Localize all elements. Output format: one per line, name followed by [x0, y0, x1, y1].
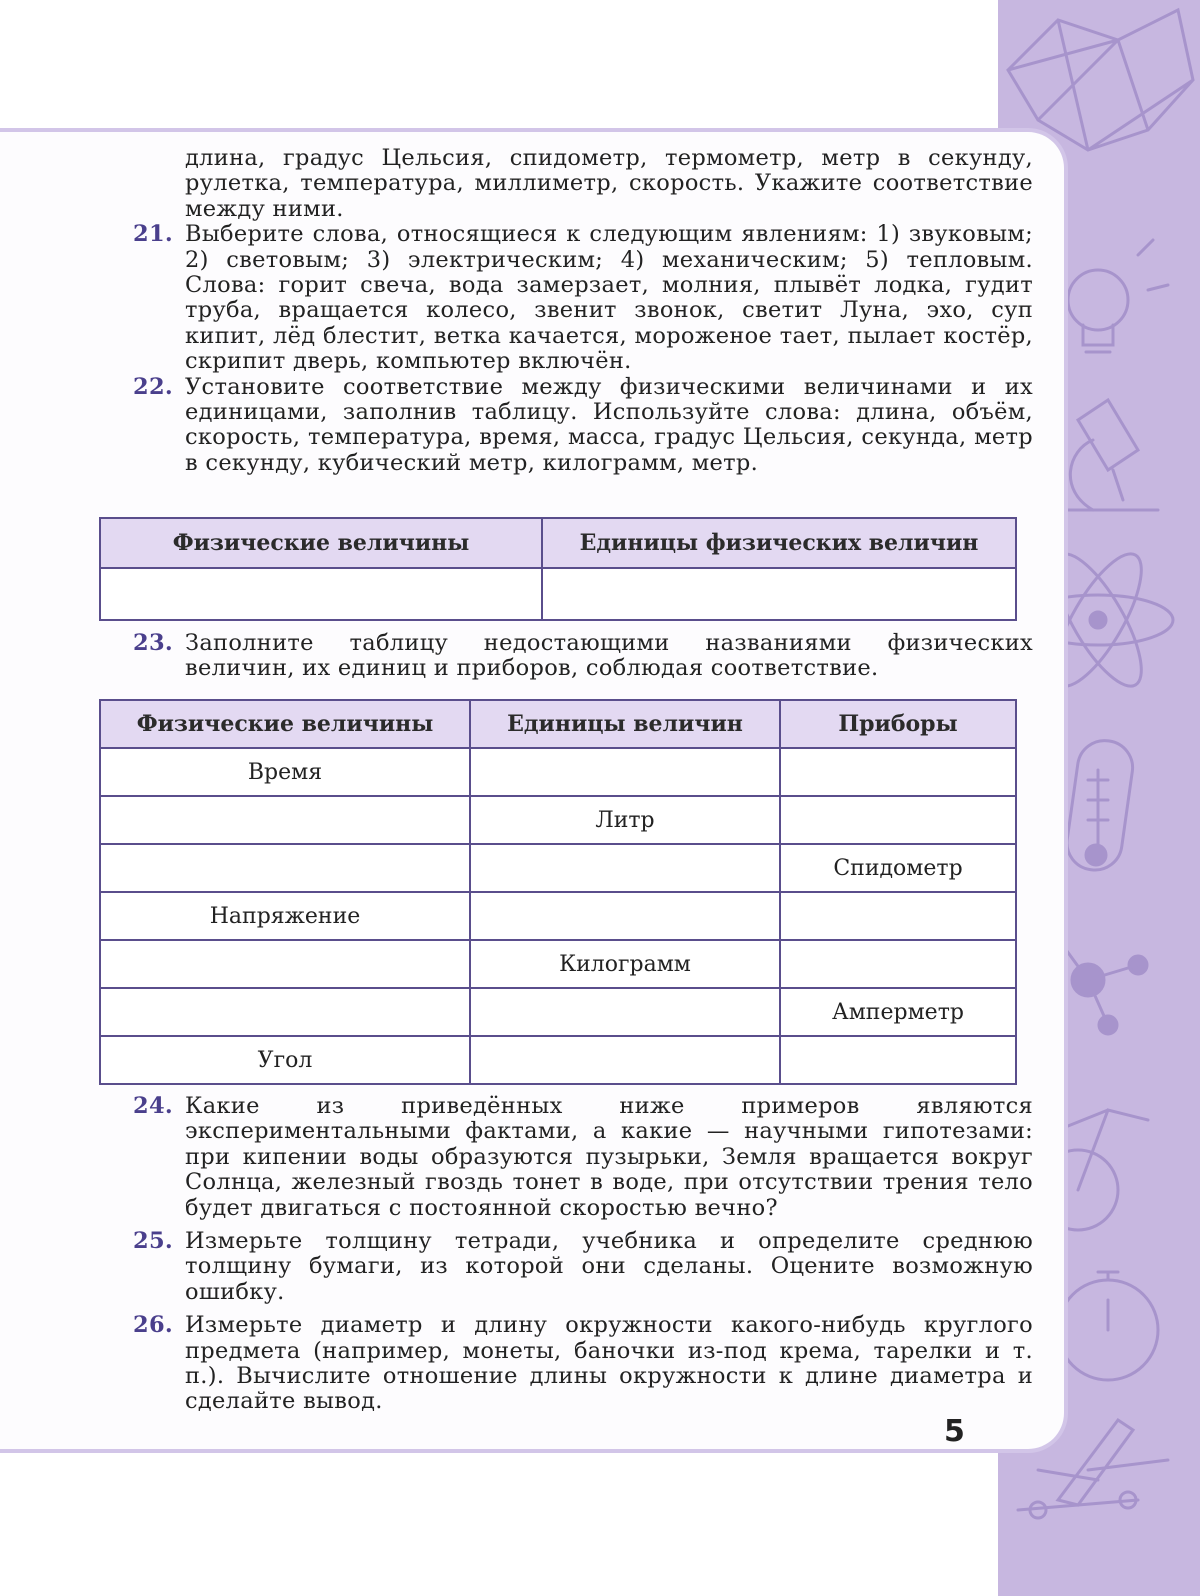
task-text: Установите соответствие между физическими величинами и их единицами, заполнив таблицу. Используйте слова: длина, объём, скорость, температура, время, масса, градус Цельсия, секунда, метр в секунду, кубический метр, килограмм, метр.	[185, 373, 1033, 476]
stopwatch-icon	[1058, 1272, 1158, 1380]
table-cell[interactable]	[100, 844, 470, 892]
task-number: 23.	[133, 630, 174, 656]
table-row	[100, 1036, 1016, 1084]
thermometer-icon	[1064, 737, 1137, 873]
microscope-icon	[1068, 400, 1158, 510]
table-cell[interactable]	[780, 796, 1016, 844]
table-row	[100, 796, 1016, 844]
table-cell[interactable]	[100, 940, 470, 988]
page-number: 5	[944, 1414, 965, 1449]
table-cell[interactable]	[470, 748, 780, 796]
table-cell[interactable]	[100, 568, 542, 620]
table-cell[interactable]	[780, 892, 1016, 940]
table-header: Единицы величин	[470, 700, 780, 748]
task-number: 26.	[133, 1312, 174, 1339]
table-header: Приборы	[780, 700, 1016, 748]
table-cell[interactable]	[542, 568, 1016, 620]
task-text: Заполните таблицу недостающими названиями физических величин, их единиц и приборов, соблюдая соответствие.	[185, 630, 1033, 682]
table-header: Физические величины	[100, 518, 542, 568]
table-cell[interactable]: Угол	[100, 1036, 470, 1084]
table-cell[interactable]	[470, 892, 780, 940]
table-cell[interactable]: Килограмм	[470, 940, 780, 988]
intro-paragraph: длина, градус Цельсия, спидометр, термометр, метр в секунду, рулетка, температура, миллиметр, скорость. Укажите соответствие между ними.	[185, 145, 1033, 222]
task-number: 22.	[133, 373, 174, 400]
table-row	[100, 940, 1016, 988]
table-cell[interactable]: Спидометр	[780, 844, 1016, 892]
table-row	[100, 988, 1016, 1036]
table-cell[interactable]	[470, 844, 780, 892]
table-header: Физические величины	[100, 700, 470, 748]
table-cell[interactable]: Напряжение	[100, 892, 470, 940]
table-row	[100, 748, 1016, 796]
quantities-table	[99, 699, 1017, 1085]
task-25	[133, 1229, 1033, 1305]
task-text: Выберите слова, относящиеся к следующим явлениям: 1) звуковым; 2) световым; 3) электрическим; 4) механическим; 5) тепловым. Слова: горит свеча, вода замерзает, молния, плывёт лодка, гудит труба, вращается колесо, звенит звонок, светит Луна, эхо, суп кипит, лёд блестит, ветка качается, мороженое тает, пылает костёр, скрипит дверь, компьютер включён.	[185, 221, 1033, 375]
table-cell[interactable]	[100, 796, 470, 844]
table-cell[interactable]	[780, 940, 1016, 988]
task-text: Измерьте толщину тетради, учебника и определите среднюю толщину бумаги, из которой они сделаны. Оцените возможную ошибку.	[185, 1228, 1033, 1305]
table-cell[interactable]	[780, 748, 1016, 796]
task-22	[133, 375, 1033, 477]
table-row	[100, 892, 1016, 940]
task-26	[133, 1313, 1033, 1415]
table-cell[interactable]: Амперметр	[780, 988, 1016, 1036]
units-matching-table	[99, 517, 1017, 621]
exercise-23	[133, 631, 1033, 682]
table-header: Единицы физических величин	[542, 518, 1016, 568]
task-text: Измерьте диаметр и длину окружности какого-нибудь круглого предмета (например, монеты, баночки из-под крема, тарелки и т. п.). Вычислите отношение длины окружности к длине диаметра и сделайте вывод.	[185, 1312, 1033, 1415]
table-cell[interactable]	[470, 1036, 780, 1084]
task-text: Какие из приведённых ниже примеров являются экспериментальными фактами, а какие — научными гипотезами: при кипении воды образуются пузырьки, Земля вращается вокруг Солнца, железный гвоздь тонет в воде, при отсутствии трения тело будет двигаться с постоянной скоростью вечно?	[185, 1093, 1033, 1221]
table-cell[interactable]: Время	[100, 748, 470, 796]
task-24	[133, 1094, 1033, 1221]
exercise-list	[133, 146, 1033, 476]
table-cell[interactable]: Литр	[470, 796, 780, 844]
table-row	[100, 844, 1016, 892]
task-number: 25.	[133, 1228, 174, 1255]
table-cell[interactable]	[100, 988, 470, 1036]
task-number: 24.	[133, 1093, 174, 1119]
table-cell[interactable]	[470, 988, 780, 1036]
task-number: 21.	[133, 221, 174, 248]
table-cell[interactable]	[780, 1036, 1016, 1084]
exercises-24-26	[133, 1094, 1033, 1415]
task-21	[133, 222, 1033, 374]
task-23	[133, 631, 1033, 682]
